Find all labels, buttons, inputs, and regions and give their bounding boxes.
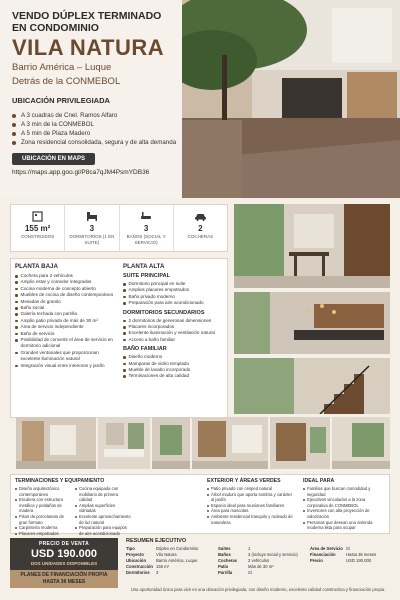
stat-value: 155 m² xyxy=(24,224,51,233)
stat-label: BAÑOS (SOCIAL Y SERVICIO) xyxy=(126,234,166,245)
list-item: Diseño arquitectónico contemporáneo xyxy=(15,486,71,497)
list-item: Familias que buscan comodidad y seguridad xyxy=(303,486,387,497)
photo-dining xyxy=(234,204,390,288)
bed-icon xyxy=(65,210,118,222)
list-item: Amplio patio privado de más de 30 m² xyxy=(15,318,119,324)
hero-text xyxy=(12,10,187,176)
location-item-text: A 3 cuadras de Cnel. Ramos Alfaro xyxy=(21,112,118,119)
pin-icon xyxy=(12,123,16,127)
location-item xyxy=(12,138,187,147)
pin-icon xyxy=(12,114,16,118)
price-value: USD 190.000 xyxy=(30,548,98,560)
terminaciones-column xyxy=(15,478,131,536)
list-item: Cocina moderna de concepto abierto xyxy=(15,286,119,292)
pin-icon xyxy=(12,141,16,145)
location-item-text: A 5 min de Plaza Madero xyxy=(21,130,91,137)
stat-value: 3 xyxy=(143,224,149,233)
list-item: Grandes ventanales que proporcionan excelente iluminación natural xyxy=(15,350,119,363)
footnote: Una oportunidad única para vivir en una ubicación privilegiada, con diseño moderno, excelente calidad constructiva y financiación propia. xyxy=(130,587,386,592)
page-title: VILA NATURA xyxy=(12,35,165,60)
location-item xyxy=(12,120,187,129)
list-item: Amplias superficies vidriadas xyxy=(75,503,131,514)
list-item: Diseño moderno xyxy=(123,354,227,360)
list-item: Personas que desean una vivienda moderna lista para ocupar xyxy=(303,520,387,531)
list-item: Placares incorporados xyxy=(123,324,227,330)
features-panel xyxy=(10,258,228,418)
location-heading: UBICACIÓN PRIVILEGIADA xyxy=(12,96,110,105)
photo-living xyxy=(332,417,390,469)
list-item: Espacio ideal para reuniones familiares xyxy=(207,503,295,509)
location-item xyxy=(12,129,187,138)
stat-value: 3 xyxy=(89,224,95,233)
photo-stair-hall xyxy=(16,417,96,469)
list-item: Escalera con estructura metálica y peldaños de madera xyxy=(15,497,71,514)
list-item: Ejecutivos vinculados a la zona corporativa de CONMEBOL xyxy=(303,497,387,508)
list-item: Preparación para aire acondicionado xyxy=(123,300,227,306)
list-item: Muebles de cocina de diseño contemporáneo xyxy=(15,292,119,298)
financing-banner xyxy=(10,570,118,588)
list-item: Posibilidad de convertir el área de servicio en dormitorio adicional xyxy=(15,337,119,350)
stat-label: DORMITORIOS (1 EN SUITE) xyxy=(69,234,115,245)
list-item: Baño de servicio xyxy=(15,331,119,337)
stat-bathrooms xyxy=(120,205,174,251)
pin-icon xyxy=(12,132,16,136)
planta-alta-column xyxy=(123,263,227,380)
list-item: Árbol maduro que aporta sombra y carácter al jardín xyxy=(207,492,295,503)
list-item: Preparación para equipos de aire acondicionado xyxy=(75,525,131,536)
maps-link[interactable]: https://maps.app.goo.gl/P8ca7qJM4PsmYDB36 xyxy=(12,169,150,176)
list-item: Galería techada con parrilla xyxy=(15,311,119,317)
list-item: Patio privado con césped natural xyxy=(207,486,295,492)
list-item: Amplio estar y comedor integrados xyxy=(15,279,119,285)
list-item: Integración visual entre interiores y jardín xyxy=(15,363,119,369)
bath-icon xyxy=(120,210,173,222)
list-item: Acceso a baño familiar xyxy=(123,337,227,343)
list-item: Excelente iluminación y ventilación natural xyxy=(123,330,227,336)
list-item: Área para mascotas xyxy=(207,508,295,514)
financing-line-2: HASTA 36 MESES xyxy=(42,579,86,585)
list-item: Placares empotrados xyxy=(15,531,71,537)
list-item: Inversores con alta proyección de valorización xyxy=(303,508,387,519)
hero-photo-facade xyxy=(182,0,400,198)
ideal-heading: IDEAL PARA xyxy=(303,478,335,484)
list-item: Cochera para 2 vehículos xyxy=(15,273,119,279)
list-item: Excelente aprovechamiento de luz natural xyxy=(75,514,131,525)
photo-bedroom xyxy=(192,417,268,469)
list-item: Dormitorio principal en suite xyxy=(123,281,227,287)
stat-bedrooms xyxy=(65,205,119,251)
kicker-line-1: VENDO DÚPLEX TERMINADO xyxy=(12,10,162,22)
exterior-heading: EXTERIOR Y ÁREAS VERDES xyxy=(207,478,281,484)
subtitle-line-1: Barrio América – Luque xyxy=(12,62,112,73)
ideal-column xyxy=(303,478,387,531)
summary-heading: RESUMEN EJECUTIVO xyxy=(126,538,187,544)
maps-button[interactable]: UBICACIÓN EN MAPS xyxy=(12,153,95,165)
planta-baja-column xyxy=(15,263,119,369)
location-item xyxy=(12,111,187,120)
location-item-text: A 3 min de la CONMEBOL xyxy=(21,121,94,128)
photo-closet xyxy=(270,417,330,469)
exterior-column xyxy=(207,478,295,525)
list-item: Mesadas de granito xyxy=(15,299,119,305)
facade-illustration xyxy=(182,0,400,198)
list-item: Amplios placares empotrados xyxy=(123,287,227,293)
kicker-line-2: EN CONDOMINIO xyxy=(12,22,99,34)
secondary-bedrooms-heading: DORMITORIOS SECUNDARIOS xyxy=(123,309,205,316)
stats-bar xyxy=(10,204,228,252)
stat-area xyxy=(11,205,65,251)
list-item: Terminaciones de alta calidad xyxy=(123,373,227,379)
car-icon xyxy=(174,210,227,222)
family-bath-heading: BAÑO FAMILIAR xyxy=(123,346,167,353)
list-item: Mueble de lavabo incorporado xyxy=(123,367,227,373)
list-item: Mamparas de vidrio templado xyxy=(123,361,227,367)
list-item: Baño social xyxy=(15,305,119,311)
stat-garage xyxy=(174,205,227,251)
hero-section xyxy=(0,0,400,198)
list-item: Carpintería moderna xyxy=(15,525,71,531)
list-item: 2 dormitorios de generosas dimensiones xyxy=(123,318,227,324)
location-list xyxy=(12,111,187,147)
stat-label: CONSTRUIDOS xyxy=(20,234,55,239)
executive-summary xyxy=(126,538,390,584)
terminaciones-heading: TERMINACIONES Y EQUIPAMIENTO xyxy=(15,478,105,484)
location-item-text: Zona residencial consolidada, segura y de alta demanda xyxy=(21,139,177,146)
availability-text: DOS UNIDADES DISPONIBLES xyxy=(30,561,98,566)
stat-value: 2 xyxy=(198,224,203,233)
photo-kitchen xyxy=(234,292,390,354)
bottom-features-panel xyxy=(10,474,390,534)
list-item: Ambiente residencial tranquilo y rodeado de naturaleza xyxy=(207,514,295,525)
list-item: Baño privado moderno xyxy=(123,294,227,300)
subtitle-line-2: Detrás de la CONMEBOL xyxy=(12,76,121,87)
stat-label: COCHERAS xyxy=(187,234,214,239)
photo-stairs xyxy=(234,358,390,414)
price-label: PRECIO DE VENTA xyxy=(39,541,89,547)
summary-table: Tipo Dúplex en Condominio Suites 1 Área de Servicio Sí Proyecto Vila Natura Baños 3 (incluye social y servicio) Financiación Hasta 36 meses Ubicación Barrio América, Luque Cocheras 2 vehículos Precio USD 190.000 Construcción 155 m² Patio Más de 30 m² Dormitorios 3 Parrilla Sí xyxy=(126,546,377,575)
photo-bathroom xyxy=(98,417,150,469)
planta-baja-heading: PLANTA BAJA xyxy=(15,263,58,270)
financing-line-1: PLANES DE FINANCIACIÓN PROPIA xyxy=(20,572,108,578)
list-item: Área de servicio independiente xyxy=(15,324,119,330)
photo-room-window xyxy=(152,417,190,469)
area-icon xyxy=(11,210,64,222)
list-item: Pisos de porcelanato de gran formato xyxy=(15,514,71,525)
planta-alta-heading: PLANTA ALTA xyxy=(123,263,165,270)
suite-heading: SUITE PRINCIPAL xyxy=(123,273,170,279)
list-item: Cocina equipada con mobiliario de primera calidad xyxy=(75,486,131,503)
